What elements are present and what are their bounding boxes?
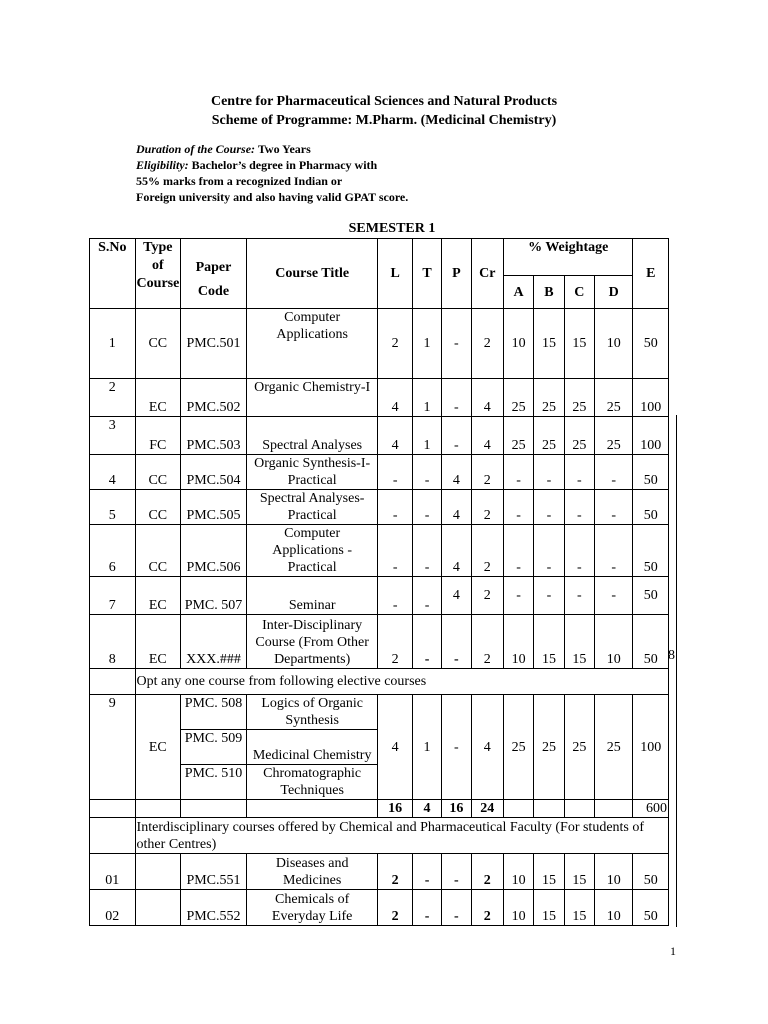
cell-e: 50 — [633, 455, 669, 490]
header-l: L — [378, 239, 412, 309]
cell-e: 50 — [633, 615, 669, 669]
header-t: T — [412, 239, 441, 309]
cell-cr: 2 — [471, 525, 503, 577]
cell-sno: 6 — [90, 525, 136, 577]
cell-p: - — [442, 695, 471, 800]
total-t: 4 — [412, 800, 441, 818]
cell-title: Computer Applications - Practical — [246, 525, 378, 577]
table-row — [90, 890, 669, 926]
cell-sno: 2 — [90, 379, 136, 417]
cell-code: PMC.551 — [181, 854, 247, 890]
cell-code: PMC. 510 — [181, 765, 247, 800]
table-row — [90, 615, 669, 669]
cell-cr: 2 — [471, 890, 503, 926]
header-paper: Paper — [181, 239, 247, 276]
cell-title: Seminar — [246, 577, 378, 615]
cell-sno: 1 — [90, 309, 136, 379]
cell-l: - — [378, 490, 412, 525]
stray-mark: 8 — [668, 648, 675, 663]
eligibility-value: Bachelor’s degree in Pharmacy with — [188, 158, 378, 172]
cell-title: Spectral Analyses — [246, 417, 378, 455]
eligibility-label: Eligibility: — [136, 158, 189, 172]
cell-d: 10 — [595, 854, 633, 890]
cell-e: 50 — [633, 577, 669, 615]
total-e: 600 — [633, 800, 669, 818]
cell-a: 25 — [503, 417, 533, 455]
cell-d: 10 — [595, 615, 633, 669]
cell-code: PMC.503 — [181, 417, 247, 455]
cell-p: - — [442, 309, 471, 379]
header-d: D — [595, 276, 633, 309]
cell-sno: 5 — [90, 490, 136, 525]
cell-c: 25 — [564, 695, 594, 800]
cell-e: 50 — [633, 890, 669, 926]
cell-a: 25 — [503, 379, 533, 417]
cell-sno: 02 — [90, 890, 136, 926]
cell-b: 25 — [534, 379, 564, 417]
cell-title: Chromatographic Techniques — [246, 765, 378, 800]
table-row — [90, 577, 669, 615]
cell-c: 15 — [564, 309, 594, 379]
cell-code: PMC.505 — [181, 490, 247, 525]
cell-d: - — [595, 455, 633, 490]
header-b: B — [534, 276, 564, 309]
cell-b: - — [534, 577, 564, 615]
cell-l: 2 — [378, 615, 412, 669]
table-row — [90, 525, 669, 577]
cell-l: - — [378, 577, 412, 615]
cell-b: 15 — [534, 854, 564, 890]
header-e: E — [633, 239, 669, 309]
duration-label: Duration of the Course: — [136, 142, 256, 156]
cell-cr: 2 — [471, 577, 503, 615]
interdisciplinary-note-row — [90, 818, 669, 854]
cell-t: - — [412, 577, 441, 615]
cell-a: - — [503, 525, 533, 577]
cell-code: PMC. 509 — [181, 730, 247, 765]
cell-e: 100 — [633, 379, 669, 417]
cell-c: - — [564, 577, 594, 615]
cell-sno: 01 — [90, 854, 136, 890]
cell-code: PMC.506 — [181, 525, 247, 577]
right-border-line — [676, 415, 677, 927]
cell-t: - — [412, 525, 441, 577]
cell-type: EC — [135, 379, 181, 417]
header-cr: Cr — [471, 239, 503, 309]
cell-type: CC — [135, 455, 181, 490]
cell-b: - — [534, 525, 564, 577]
cell-t: 1 — [412, 417, 441, 455]
cell-c: 25 — [564, 379, 594, 417]
cell-b: 25 — [534, 417, 564, 455]
cell-p: 4 — [442, 455, 471, 490]
header-c: C — [564, 276, 594, 309]
programme-title: Scheme of Programme: M.Pharm. (Medicinal Chemistry) — [211, 113, 557, 128]
table-row — [90, 695, 669, 730]
cell-c: 15 — [564, 890, 594, 926]
cell-title: Chemicals of Everyday Life — [246, 890, 378, 926]
cell-a: - — [503, 455, 533, 490]
cell-l: 2 — [378, 854, 412, 890]
cell-type: CC — [135, 525, 181, 577]
cell-cr: 4 — [471, 379, 503, 417]
table-row — [90, 455, 669, 490]
cell-t: 1 — [412, 309, 441, 379]
cell-sno: 7 — [90, 577, 136, 615]
course-info — [136, 141, 408, 205]
cell-e: 100 — [633, 417, 669, 455]
cell-b: 15 — [534, 890, 564, 926]
cell-sno: 9 — [90, 695, 136, 800]
cell-d: 25 — [595, 379, 633, 417]
cell-title: Spectral Analyses-Practical — [246, 490, 378, 525]
header-type: Type of Course — [135, 239, 181, 309]
cell-c: - — [564, 525, 594, 577]
cell-d: 10 — [595, 309, 633, 379]
total-cr: 24 — [471, 800, 503, 818]
cell-d: - — [595, 490, 633, 525]
cell-p: - — [442, 417, 471, 455]
cell-l: 4 — [378, 695, 412, 800]
cell-code: PMC. 507 — [181, 577, 247, 615]
cell-t: - — [412, 890, 441, 926]
cell-code: PMC.502 — [181, 379, 247, 417]
cell-cr: 2 — [471, 615, 503, 669]
centre-title: Centre for Pharmaceutical Sciences and Natural Products — [210, 94, 558, 109]
header-row — [90, 239, 669, 276]
cell-t: 1 — [412, 695, 441, 800]
cell-b: - — [534, 490, 564, 525]
cell-t: - — [412, 490, 441, 525]
interdisciplinary-note: Interdisciplinary courses offered by Chemical and Pharmaceutical Faculty (For students of other Centres) — [135, 818, 668, 854]
cell-l: 4 — [378, 417, 412, 455]
cell-type: EC — [135, 615, 181, 669]
cell-p: - — [442, 890, 471, 926]
cell-sno: 8 — [90, 615, 136, 669]
cell-b: 15 — [534, 615, 564, 669]
cell-code: XXX.### — [181, 615, 247, 669]
cell-cr: 2 — [471, 854, 503, 890]
cell-p: - — [442, 379, 471, 417]
cell-p: - — [442, 854, 471, 890]
cell-e: 50 — [633, 525, 669, 577]
cell-d: 25 — [595, 417, 633, 455]
table-row — [90, 379, 669, 417]
cell-code: PMC.501 — [181, 309, 247, 379]
header-weightage: % Weightage — [503, 239, 633, 276]
cell-cr: 2 — [471, 490, 503, 525]
cell-a: - — [503, 490, 533, 525]
table-row — [90, 417, 669, 455]
cell-c: 15 — [564, 615, 594, 669]
cell-cr: 2 — [471, 455, 503, 490]
totals-row — [90, 800, 669, 818]
cell-c: 25 — [564, 417, 594, 455]
cell-title: Diseases and Medicines — [246, 854, 378, 890]
cell-e: 50 — [633, 854, 669, 890]
header-code: Code — [181, 276, 247, 309]
cell-a: 25 — [503, 695, 533, 800]
cell-d: 25 — [595, 695, 633, 800]
cell-l: - — [378, 455, 412, 490]
cell-type: EC — [135, 577, 181, 615]
elective-note-row — [90, 669, 669, 695]
cell-c: 15 — [564, 854, 594, 890]
cell-type: EC — [135, 695, 181, 800]
cell-e: 100 — [633, 695, 669, 800]
cell-t: - — [412, 455, 441, 490]
semester-title: SEMESTER 1 — [348, 221, 436, 236]
eligibility-line-4: Foreign university and also having valid GPAT score. — [136, 190, 409, 204]
cell-b: - — [534, 455, 564, 490]
cell-d: 10 — [595, 890, 633, 926]
cell-p: 4 — [442, 490, 471, 525]
header-p: P — [442, 239, 471, 309]
page-number: 1 — [670, 944, 676, 958]
cell-a: 10 — [503, 615, 533, 669]
cell-title: Organic Synthesis-I-Practical — [246, 455, 378, 490]
cell-e: 50 — [633, 309, 669, 379]
cell-t: - — [412, 854, 441, 890]
cell-d: - — [595, 577, 633, 615]
cell-sno: 4 — [90, 455, 136, 490]
eligibility-line-3: 55% marks from a recognized Indian or — [136, 174, 343, 188]
cell-t: - — [412, 615, 441, 669]
cell-type: CC — [135, 490, 181, 525]
cell-a: 10 — [503, 309, 533, 379]
cell-d: - — [595, 525, 633, 577]
cell-sno: 3 — [90, 417, 136, 455]
cell-p: 4 — [442, 577, 471, 615]
cell-title: Inter-Disciplinary Course (From Other Departments) — [246, 615, 378, 669]
cell-p: - — [442, 615, 471, 669]
duration-value: Two Years — [255, 142, 311, 156]
cell-b: 25 — [534, 695, 564, 800]
cell-cr: 4 — [471, 695, 503, 800]
table-row — [90, 854, 669, 890]
cell-code: PMC. 508 — [181, 695, 247, 730]
cell-title: Organic Chemistry-I — [246, 379, 378, 417]
cell-a: - — [503, 577, 533, 615]
elective-note: Opt any one course from following elective courses — [135, 669, 668, 695]
cell-cr: 4 — [471, 417, 503, 455]
cell-b: 15 — [534, 309, 564, 379]
header-course-title: Course Title — [246, 239, 378, 309]
cell-type: CC — [135, 309, 181, 379]
cell-t: 1 — [412, 379, 441, 417]
header-sno: S.No — [90, 239, 136, 309]
table-row — [90, 309, 669, 379]
cell-title: Computer Applications — [246, 309, 378, 379]
cell-a: 10 — [503, 890, 533, 926]
cell-l: 2 — [378, 309, 412, 379]
cell-l: - — [378, 525, 412, 577]
cell-l: 2 — [378, 890, 412, 926]
cell-cr: 2 — [471, 309, 503, 379]
total-l: 16 — [378, 800, 412, 818]
cell-a: 10 — [503, 854, 533, 890]
cell-c: - — [564, 455, 594, 490]
total-p: 16 — [442, 800, 471, 818]
cell-l: 4 — [378, 379, 412, 417]
cell-title: Logics of Organic Synthesis — [246, 695, 378, 730]
cell-code: PMC.552 — [181, 890, 247, 926]
cell-e: 50 — [633, 490, 669, 525]
cell-title: Medicinal Chemistry — [246, 730, 378, 765]
cell-c: - — [564, 490, 594, 525]
cell-p: 4 — [442, 525, 471, 577]
course-table — [89, 238, 669, 926]
header-a: A — [503, 276, 533, 309]
cell-type: FC — [135, 417, 181, 455]
table-row — [90, 490, 669, 525]
cell-code: PMC.504 — [181, 455, 247, 490]
